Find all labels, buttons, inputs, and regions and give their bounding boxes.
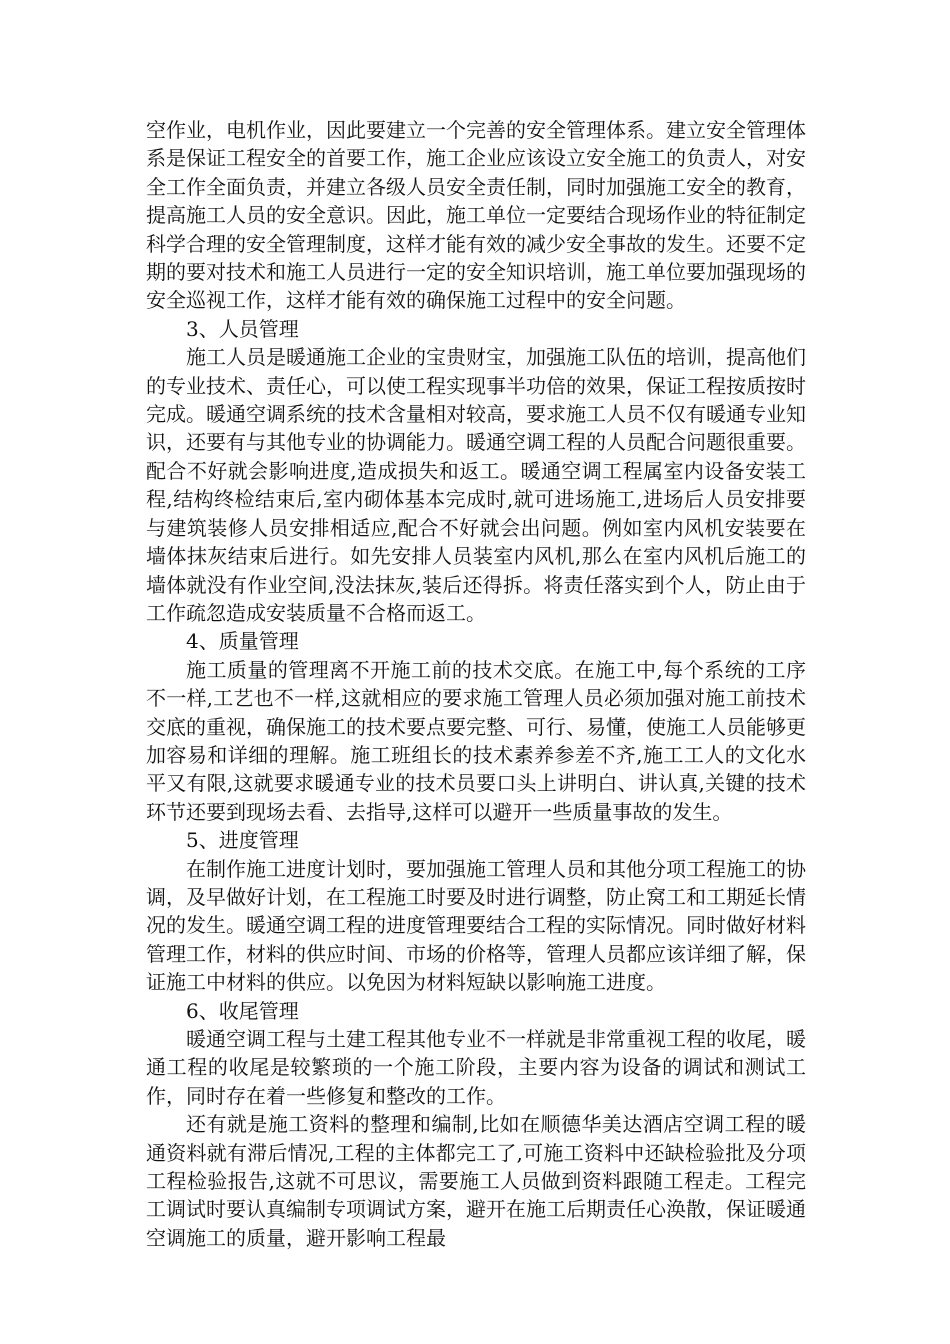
- paragraph-documentation: 还有就是施工资料的整理和编制,比如在顺德华美达酒店空调工程的暖通资料就有滞后情况,工程的主体都完工了,可施工资料中还缺检验批及分项工程检验报告,这就不可思议，需要施工人员做到资料跟随工程走。工程完工调试时要认真编制专项调试方案，避开在施工后期责任心涣散，保证暖通空调施工的质量，避开影响工程最: [146, 1112, 806, 1250]
- paragraph-personnel-management: 施工人员是暖通施工企业的宝贵财宝，加强施工队伍的培训，提高他们的专业技术、责任心，可以使工程实现事半功倍的效果，保证工程按质按时完成。暖通空调系统的技术含量相对较高，要求施工人员不仅有暖通专业知识，还要有与其他专业的协调能力。暖通空调工程的人员配合问题很重要。配合不好就会影响进度,造成损失和返工。暖通空调工程属室内设备安装工程,结构终检结束后,室内砌体基本完成时,就可进场施工,进场后人员安排要与建筑装修人员安排相适应,配合不好就会出问题。例如室内风机安装要在墙体抹灰结束后进行。如先安排人员装室内风机,那么在室内风机后施工的墙体就没有作业空间,没法抹灰,装后还得拆。将责任落实到个人，防止由于工作疏忽造成安装质量不合格而返工。: [146, 345, 806, 625]
- paragraph-closeout-management: 暖通空调工程与土建工程其他专业不一样就是非常重视工程的收尾，暖通工程的收尾是较繁琐的一个施工阶段，主要内容为设备的调试和测试工作，同时存在着一些修复和整改的工作。: [146, 1027, 806, 1108]
- paragraph-safety-management: 空作业，电机作业，因此要建立一个完善的安全管理体系。建立安全管理体系是保证工程安全的首要工作，施工企业应该设立安全施工的负责人，对安全工作全面负责，并建立各级人员安全责任制，同时加强施工安全的教育，提高施工人员的安全意识。因此，施工单位一定要结合现场作业的特征制定科学合理的安全管理制度，这样才能有效的减少安全事故的发生。还要不定期的要对技术和施工人员进行一定的安全知识培训，施工单位要加强现场的安全巡视工作，这样才能有效的确保施工过程中的安全问题。: [146, 118, 806, 313]
- paragraph-schedule-management: 在制作施工进度计划时，要加强施工管理人员和其他分项工程施工的协调，及早做好计划，在工程施工时要及时进行调整，防止窝工和工期延长情况的发生。暖通空调工程的进度管理要结合工程的实际情况。同时做好材料管理工作，材料的供应时间、市场的价格等，管理人员都应该详细了解，保证施工中材料的供应。以免因为材料短缺以影响施工进度。: [146, 856, 806, 995]
- heading-closeout-management: 6、收尾管理: [186, 998, 299, 1023]
- heading-quality-management: 4、质量管理: [186, 629, 299, 654]
- paragraph-quality-management: 施工质量的管理离不开施工前的技术交底。在施工中,每个系统的工序不一样,工艺也不一样,这就相应的要求施工管理人员必须加强对施工前技术交底的重视，确保施工的技术要点要完整、可行、易懂，使施工人员能够更加容易和详细的理解。施工班组长的技术素养参差不齐,施工工人的文化水平又有限,这就要求暖通专业的技术员要口头上讲明白、讲认真,关键的技术环节还要到现场去看、去指导,这样可以避开一些质量事故的发生。: [146, 657, 806, 824]
- heading-schedule-management: 5、进度管理: [186, 828, 299, 853]
- heading-personnel-management: 3、人员管理: [186, 316, 299, 341]
- document-body: [146, 116, 806, 1252]
